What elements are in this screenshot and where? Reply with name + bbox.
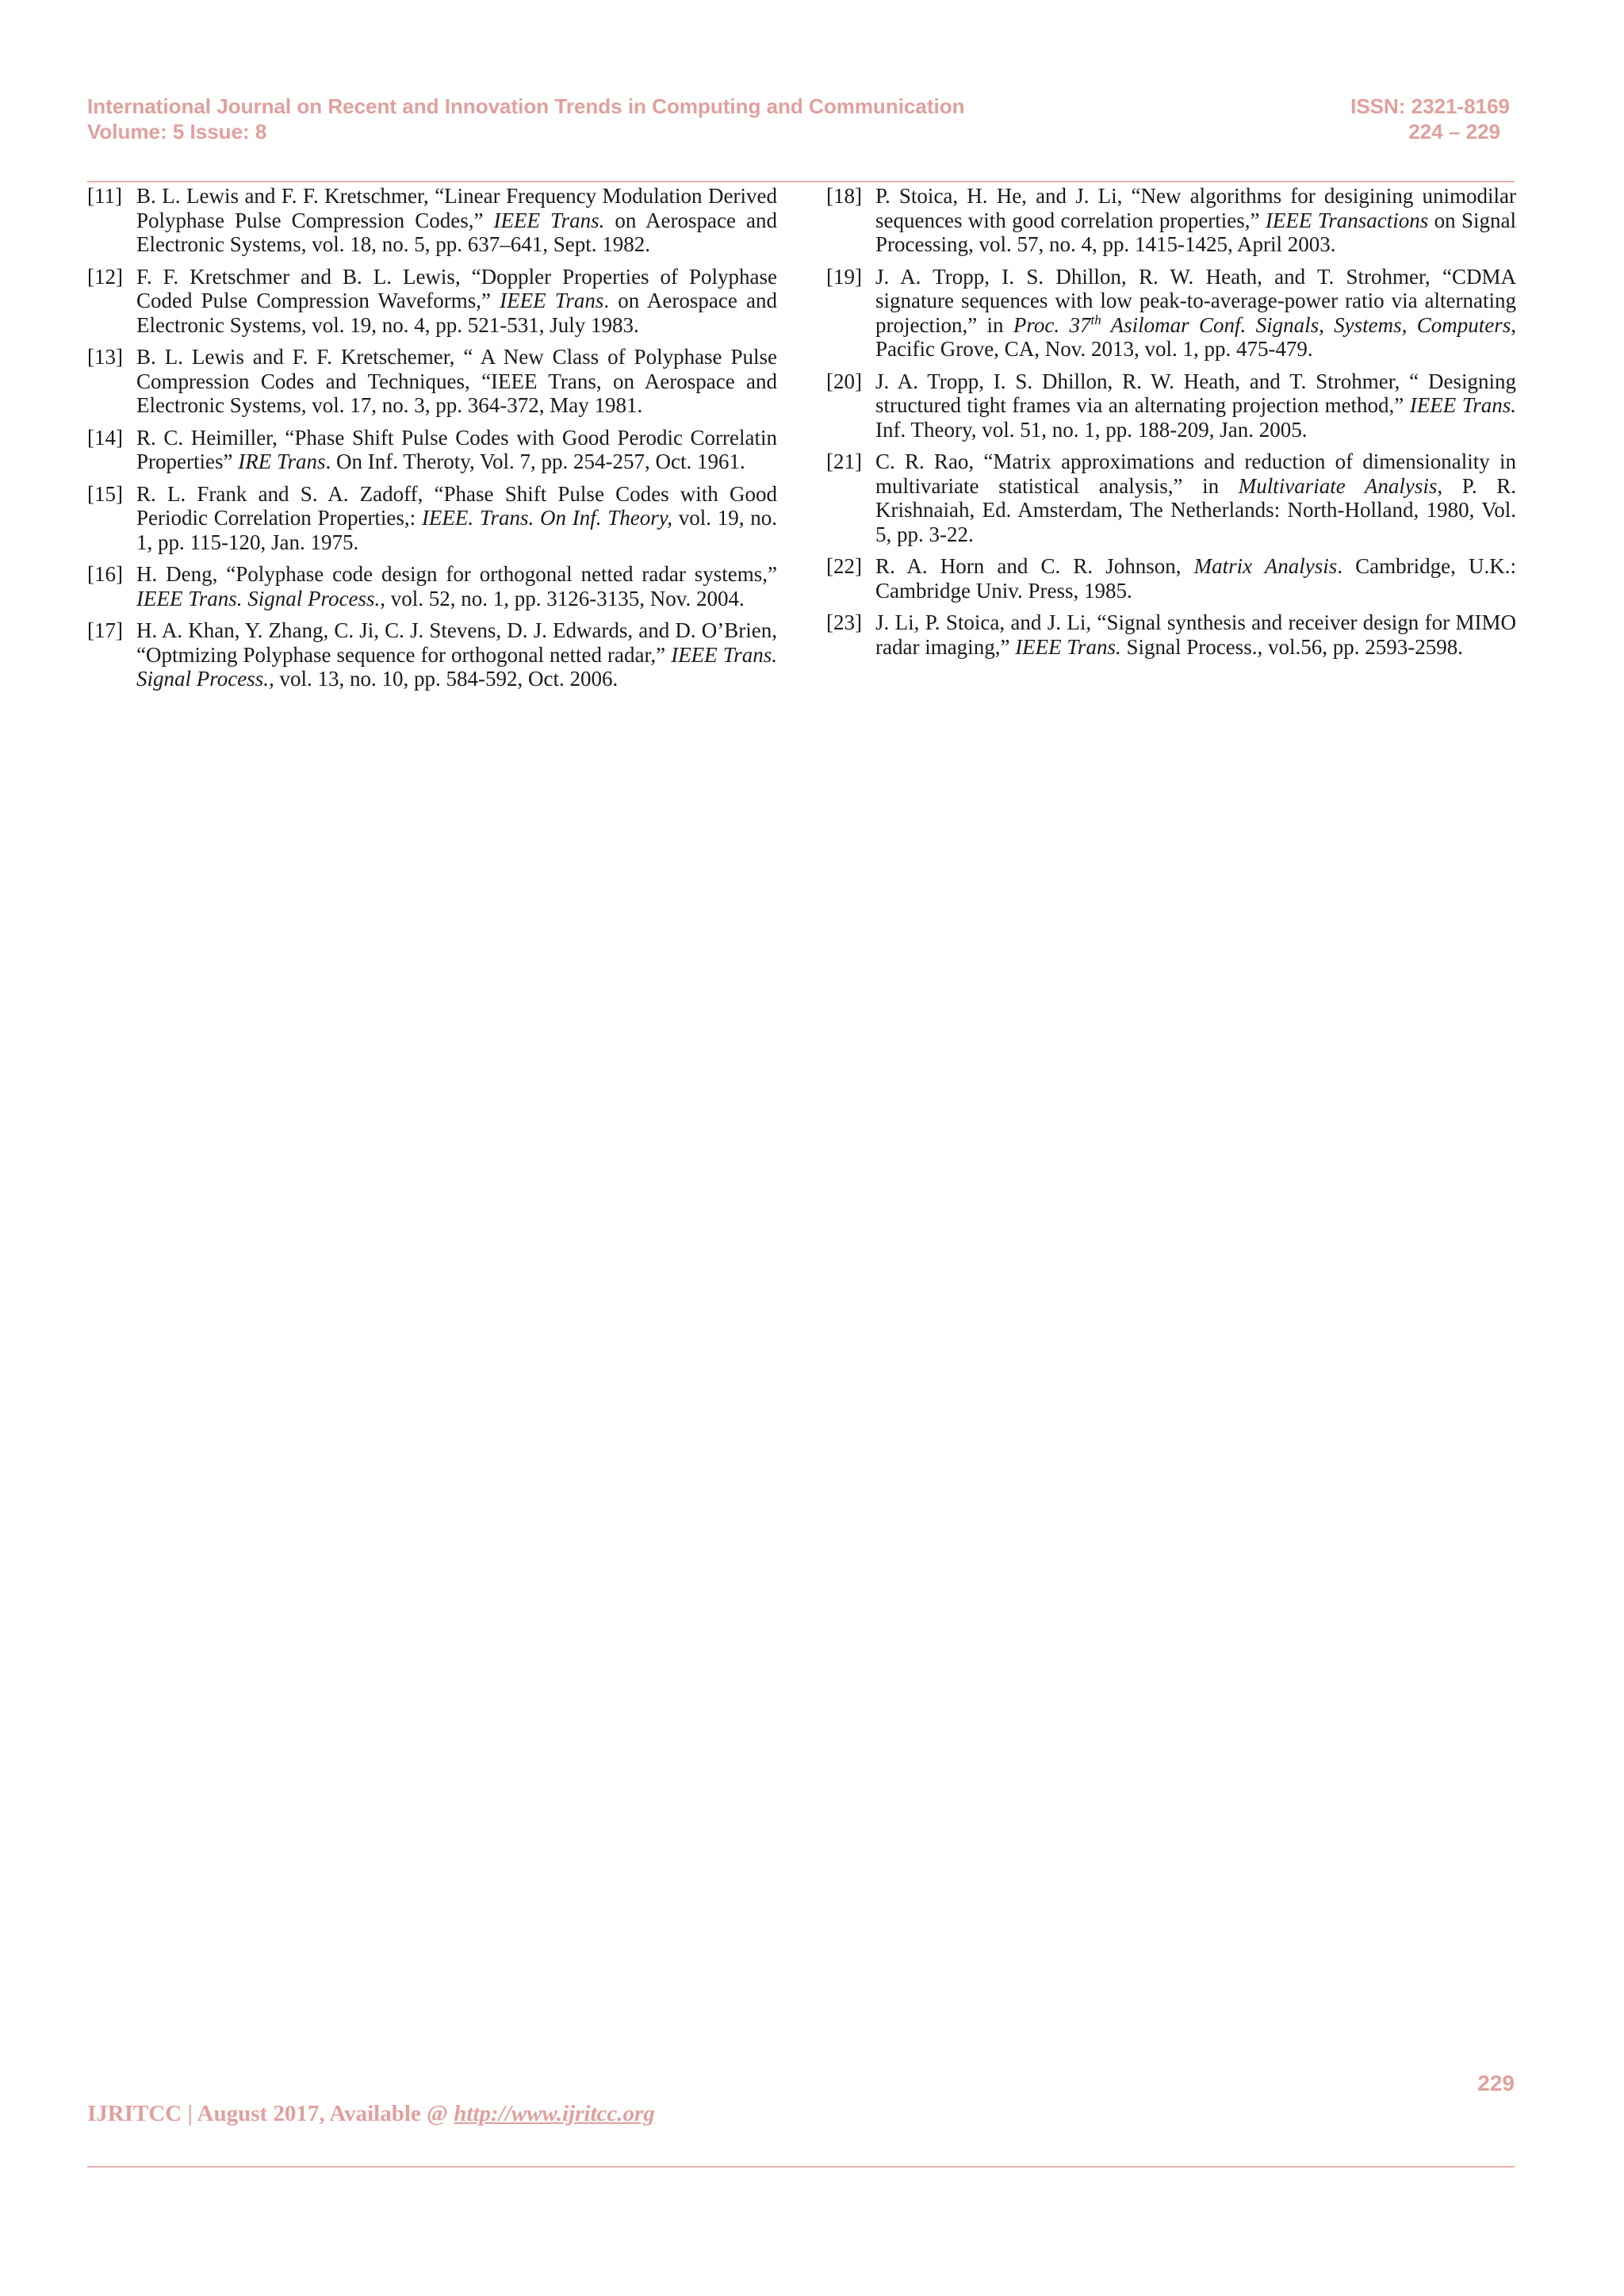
header-divider <box>87 181 1515 182</box>
reference-text: R. A. Horn and C. R. Johnson, Matrix Analysis. Cambridge, U.K.: Cambridge Univ. Press, 1985. <box>875 554 1516 603</box>
reference-text: R. C. Heimiller, “Phase Shift Pulse Codes with Good Perodic Correlatin Properties” IRE Trans. On Inf. Theroty, Vol. 7, pp. 254-257, Oct. 1961. <box>136 425 777 473</box>
reference-number: [22] <box>826 554 862 578</box>
volume-issue: Volume: 5 Issue: 8 <box>87 120 267 144</box>
reference-number: [11] <box>87 184 122 208</box>
reference-text: J. A. Tropp, I. S. Dhillon, R. W. Heath, and T. Strohmer, “CDMA signature sequences with low peak-to-average-power ratio via alternating projection,” in Proc. 37th Asilomar Conf. Signals, Systems, Computers, Pacific Grove, CA, Nov. 2013, vol. 1, pp. 475-479. <box>875 264 1517 361</box>
reference-text: H. Deng, “Polyphase code design for orthogonal netted radar systems,” IEEE Trans. Signal Process., vol. 52, no. 1, pp. 3126-3135, Nov. 2004. <box>136 562 777 610</box>
reference-text: H. A. Khan, Y. Zhang, C. Ji, C. J. Stevens, D. J. Edwards, and D. O’Brien, “Optmizing Polyphase sequence for orthogonal netted radar,” IEEE Trans. Signal Process., vol. 13, no. 10, pp. 584-592, Oct. 2006. <box>136 618 777 691</box>
reference-text: C. R. Rao, “Matrix approximations and reduction of dimensionality in multivariate statistical analysis,” in Multivariate Analysis, P. R. Krishnaiah, Ed. Amsterdam, The Netherlands: North-Holland, 1980, Vol. 5, pp. 3-22. <box>875 450 1516 546</box>
reference-item <box>87 184 777 257</box>
page-range: 224 – 229 <box>1408 120 1500 144</box>
reference-number: [23] <box>826 610 862 634</box>
page-number: 229 <box>1477 2071 1515 2095</box>
page-footer <box>87 2101 655 2127</box>
reference-number: [15] <box>87 481 123 506</box>
footer-divider <box>87 2166 1515 2168</box>
reference-item <box>87 482 777 555</box>
references-right-column <box>826 184 1516 667</box>
reference-item <box>87 562 777 610</box>
reference-number: [19] <box>826 264 862 289</box>
running-header <box>87 94 1510 144</box>
reference-item <box>87 345 777 418</box>
references-left-column <box>87 184 777 699</box>
issn: ISSN: 2321-8169 <box>1350 94 1510 118</box>
reference-number: [14] <box>87 425 123 450</box>
reference-item <box>826 369 1516 442</box>
reference-number: [18] <box>826 184 862 208</box>
reference-item <box>826 184 1516 257</box>
reference-number: [12] <box>87 264 123 289</box>
reference-item <box>87 618 777 691</box>
reference-item <box>826 450 1516 546</box>
footer-text: IJRITCC | August 2017, Available @ <box>87 2101 454 2126</box>
reference-item <box>826 265 1516 362</box>
reference-number: [17] <box>87 618 123 642</box>
reference-text: B. L. Lewis and F. F. Kretschmer, “Linear Frequency Modulation Derived Polyphase Pulse Compression Codes,” IEEE Trans. on Aerospace and Electronic Systems, vol. 18, no. 5, pp. 637–641, Sept. 1982. <box>136 184 777 256</box>
reference-number: [16] <box>87 562 123 586</box>
reference-item <box>87 426 777 474</box>
reference-text: P. Stoica, H. He, and J. Li, “New algorithms for desigining unimodilar sequences with good correlation properties,” IEEE Transactions on Signal Processing, vol. 57, no. 4, pp. 1415-1425, April 2003. <box>875 184 1516 256</box>
reference-number: [20] <box>826 369 862 393</box>
reference-number: [13] <box>87 345 123 369</box>
reference-item <box>87 265 777 338</box>
journal-title: International Journal on Recent and Innovation Trends in Computing and Communication <box>87 94 965 118</box>
reference-text: B. L. Lewis and F. F. Kretschemer, “ A New Class of Polyphase Pulse Compression Codes and Techniques, “IEEE Trans, on Aerospace and Electronic Systems, vol. 17, no. 3, pp. 364-372, May 1981. <box>136 345 777 417</box>
reference-text: J. A. Tropp, I. S. Dhillon, R. W. Heath, and T. Strohmer, “ Designing structured tight frames via an alternating projection method,” IEEE Trans. Inf. Theory, vol. 51, no. 1, pp. 188-209, Jan. 2005. <box>875 369 1516 442</box>
reference-text: J. Li, P. Stoica, and J. Li, “Signal synthesis and receiver design for MIMO radar imaging,” IEEE Trans. Signal Process., vol.56, pp. 2593-2598. <box>875 610 1516 659</box>
reference-text: F. F. Kretschmer and B. L. Lewis, “Doppler Properties of Polyphase Coded Pulse Compression Waveforms,” IEEE Trans. on Aerospace and Electronic Systems, vol. 19, no. 4, pp. 521-531, July 1983. <box>136 264 777 337</box>
reference-text: R. L. Frank and S. A. Zadoff, “Phase Shift Pulse Codes with Good Periodic Correlation Properties,: IEEE. Trans. On Inf. Theory, vol. 19, no. 1, pp. 115-120, Jan. 1975. <box>136 481 777 554</box>
reference-number: [21] <box>826 450 862 473</box>
footer-link[interactable]: http://www.ijritcc.org <box>454 2101 655 2126</box>
reference-item <box>826 554 1516 603</box>
reference-item <box>826 610 1516 659</box>
